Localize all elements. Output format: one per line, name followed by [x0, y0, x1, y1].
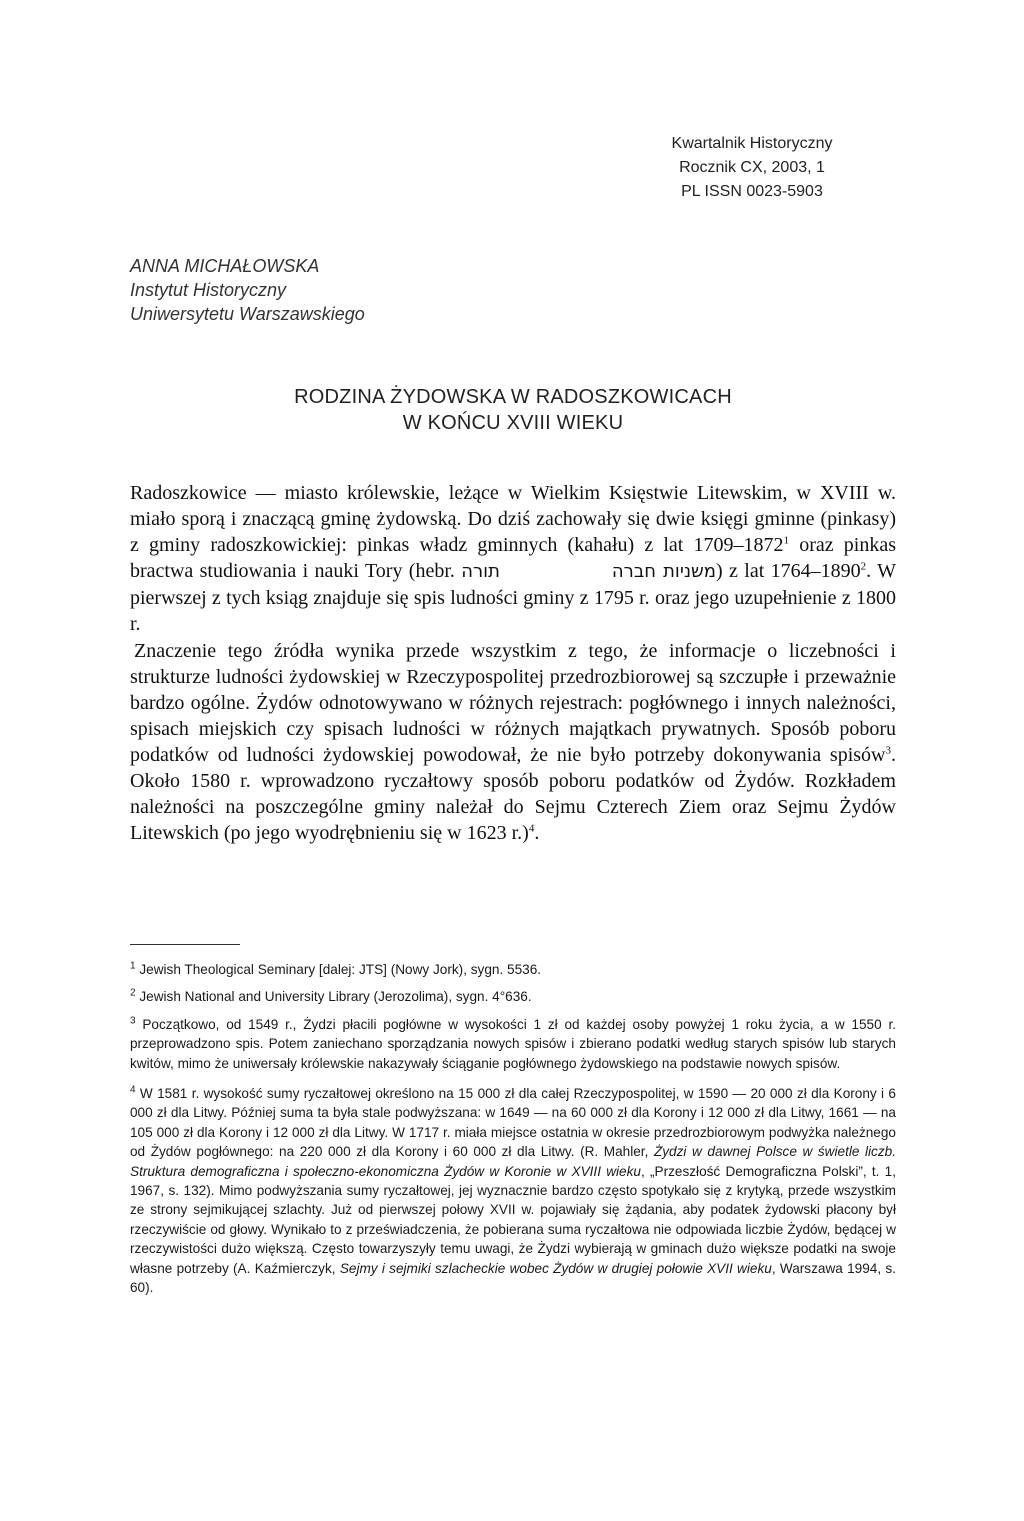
article-body	[130, 480, 896, 846]
footnote-4	[130, 1084, 896, 1297]
footnote-ref-3[interactable]: 3	[885, 744, 891, 757]
p2-text-c: .	[534, 822, 540, 845]
footnote-ref-1[interactable]: 1	[783, 534, 790, 547]
footnote-3	[130, 1015, 896, 1073]
footnote-number: 3	[130, 1015, 136, 1027]
author-block	[130, 254, 365, 326]
footnote-text-b: , „Przeszłość Demograficzna Polski”, t. 1, 1967, s. 132). Mimo podwyższania sumy ryczałtowej, jej wyznacznie bardzo często spotykało się z krytyką, przede wszystkim ze strony sejmikującej szlachty. Już od pierwszej połowy XVII w. pojawiały się żądania, aby podatek żydowski płacony był rzeczywiście od głowy. Wynikało to z przeświadczenia, że pobierana suma ryczałtowa nie odpowiada liczbie Żydów, będącej w rzeczywistości dużo większą. Często towarzyszyły temu uwagi, że Żydzi wybierają w gminach dużo większe podatki na swoje własne potrzeby (A. Kaźmierczyk,	[130, 1163, 897, 1276]
author-university: Uniwersytetu Warszawskiego	[130, 304, 365, 324]
footnote-citation-title-2: Sejmy i sejmiki szlacheckie wobec Żydów w drugiej połowie XVII wieku	[339, 1260, 772, 1276]
author-institute: Instytut Historyczny	[130, 280, 287, 300]
hebrew-word-4: חברה	[611, 561, 656, 583]
footnote-2	[130, 987, 896, 1006]
journal-issn: PL ISSN 0023-5903	[681, 183, 823, 200]
title-line-1: RODZINA ŻYDOWSKA W RADOSZKOWICACH	[294, 386, 732, 408]
p2-text-b: . Około 1580 r. wprowadzono ryczałtowy sposób poboru podatków od Żydów. Rozkładem należności na poszczególne gminy należał do Sejmu Czterech Ziem oraz Sejmu Żydów Litewskich (po jego wyodrębnieniu się w 1623 r.)	[130, 743, 896, 845]
p1-text-a: Radoszkowice — miasto królewskie, leżące w Wielkim Księstwie Litewskim, w XVIII w. miało sporą i znaczącą gminę żydowską. Do dziś zachowały się dwie księgi gminne (pinkasy) z gminy radoszkowickiej: pinkas władz gminnych (kahału) z lat 1709–1872	[130, 482, 896, 557]
paragraph-2	[130, 638, 896, 847]
footnote-citation-title-1: Żydzi w dawnej Polsce w świetle liczb. Struktura demograficzna i społeczno-ekonomiczna Żydów w Koronie w XVIII wieku	[130, 1144, 896, 1179]
footnote-divider	[130, 944, 240, 945]
p1-text-d: . W pierwszej z tych ksiąg znajduje się spis ludności gminy z 1795 r. oraz jego uzupełnienie z 1800 r.	[130, 560, 896, 636]
footnote-number: 2	[130, 987, 136, 999]
hebrew-word-2	[612, 561, 716, 582]
author-name: ANNA MICHAŁOWSKA	[130, 256, 320, 276]
footnotes	[130, 960, 896, 1309]
hebrew-word-3: משניות	[663, 561, 717, 583]
journal-name: Kwartalnik Historyczny	[671, 135, 833, 152]
footnote-1	[130, 960, 896, 979]
p1-text-c: ) z lat 1764–1890	[716, 560, 861, 583]
hebrew-word-1: תורה	[461, 561, 500, 583]
footnote-text: Jewish National and University Library (Jerozolima), sygn. 4°636.	[139, 989, 532, 1005]
footnote-text-c: , Warszawa 1994, s. 60).	[130, 1260, 896, 1296]
footnote-ref-4[interactable]: 4	[528, 822, 535, 835]
p1-text-b: oraz pinkas bractwa studiowania i nauki Tory (hebr.	[130, 534, 896, 583]
footnote-text: Początkowo, od 1549 r., Żydzi płacili pogłówne w wysokości 1 zł od każdej osoby powyżej 1 roku życia, a w 1550 r. przeprowadzono spis. Potem zaniechano sporządzania nowych spisów i zbierano podatki według starych spisów lub starych kwitów, mimo że uniwersały królewskie nakazywały ściąganie pogłównego żydowskiego na podstawie nowych spisów.	[130, 1016, 896, 1071]
journal-volume: Rocznik CX, 2003, 1	[679, 159, 825, 176]
footnote-text-a: W 1581 r. wysokość sumy ryczałtowej określono na 15 000 zł dla całej Rzeczypospolitej, w 1590 — 20 000 zł dla Korony i 6 000 zł dla Litwy. Później suma ta była stale podwyższana: w 1649 — na 60 000 zł dla Korony i 12 000 zł dla Litwy, 1661 — na 105 000 zł dla Korony i 12 000 zł dla Litwy. W 1717 r. miała miejsce ostatnia w okresie przedrozbiorowym podwyżka należnego od Żydów pogłównego: na 220 000 zł dla Korony i 60 000 zł dla Litwy. (R. Mahler,	[130, 1086, 896, 1160]
footnote-number: 1	[130, 960, 136, 972]
footnote-text: Jewish Theological Seminary [dalej: JTS] (Nowy Jork), sygn. 5536.	[139, 962, 542, 977]
footnote-ref-2[interactable]: 2	[860, 560, 867, 573]
paragraph-1	[130, 480, 896, 638]
article-title	[130, 384, 896, 436]
footnote-number: 4	[130, 1084, 136, 1096]
title-line-2: W KOŃCU XVIII WIEKU	[402, 412, 624, 434]
journal-header	[560, 132, 944, 204]
p2-text-a: Znaczenie tego źródła wynika przede wszystkim z tego, że informacje o liczebności i strukturze ludności żydowskiej w Rzeczypospolitej przedrozbiorowej są szczupłe i przeważnie bardzo ogólne. Żydów odnotowywano w różnych rejestrach: pogłównego i innych należności, spisach miejskich czy spisach ludności w różnych majątkach prywatnych. Sposób poboru podatków od ludności żydowskiej powodował, że nie było potrzeby dokonywania spisów	[130, 639, 896, 766]
